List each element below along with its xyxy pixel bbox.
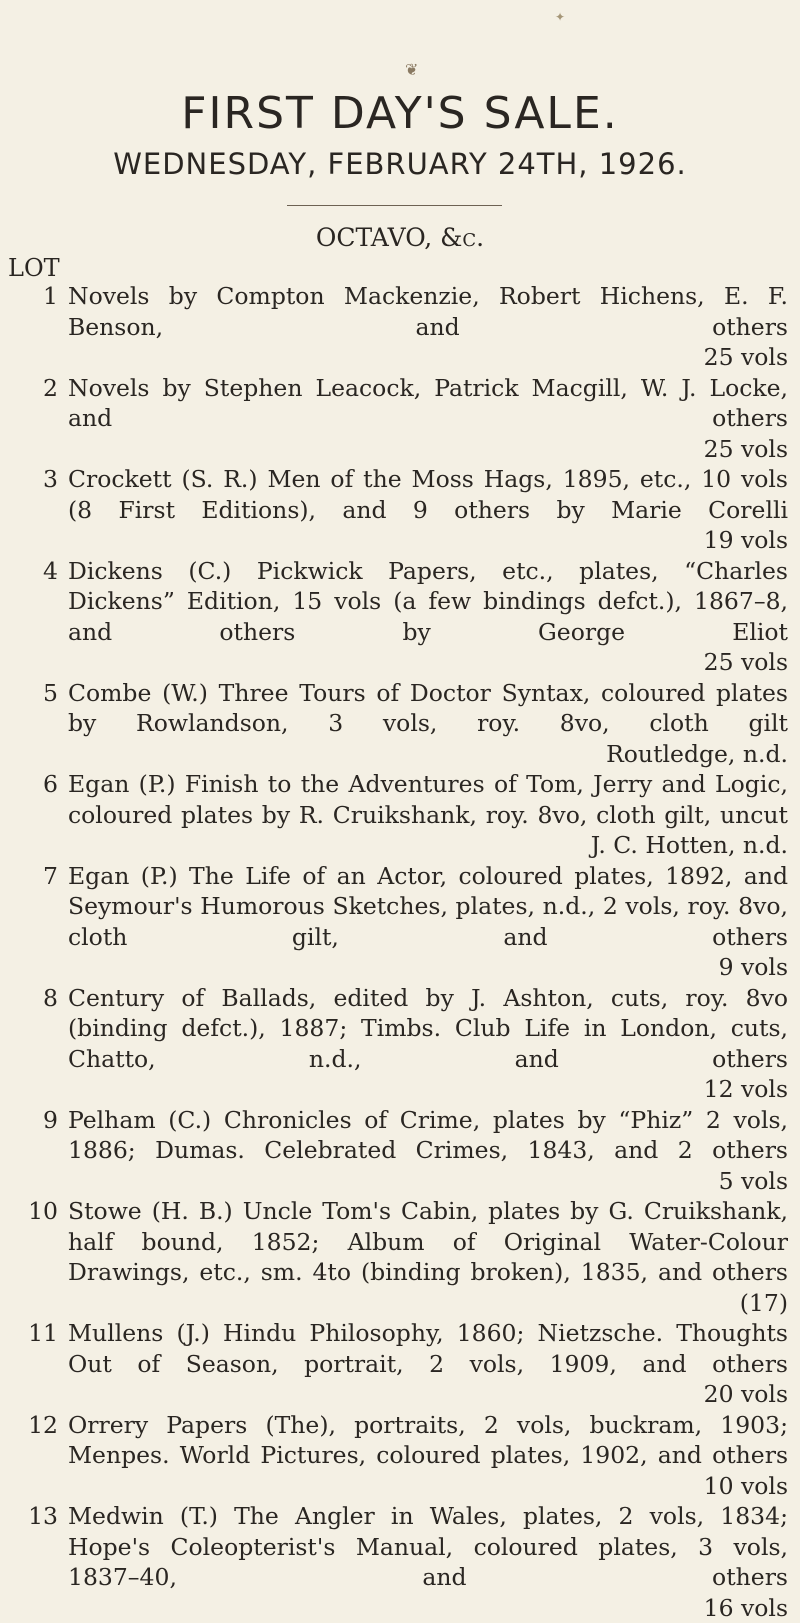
lot-volume-count: (17) <box>68 1288 788 1319</box>
section-heading: OCTAVO, &c. <box>0 223 800 252</box>
lot-description-text: Egan (P.) Finish to the Adventures of Tom, Jerry and Logic, coloured plates by R. Cruikshank, roy. 8vo, cloth gilt, uncut <box>68 770 788 829</box>
lot-description <box>68 983 788 1105</box>
lot-entry <box>0 1318 800 1410</box>
lot-volume-count: 25 vols <box>68 342 788 373</box>
lot-description-text: Egan (P.) The Life of an Actor, coloured plates, 1892, and Seymour's Humorous Sketches, plates, n.d., 2 vols, roy. 8vo, cloth gilt, and others <box>68 862 788 951</box>
lot-number: 9 <box>0 1105 58 1136</box>
lot-description <box>68 861 788 983</box>
lot-number: 4 <box>0 556 58 587</box>
lot-number: 1 <box>0 281 58 312</box>
lot-entry <box>0 1105 800 1197</box>
lot-description-text: Dickens (C.) Pickwick Papers, etc., plates, “Charles Dickens” Edition, 15 vols (a few bindings defct.), 1867–8, and others by George Eliot <box>68 557 788 646</box>
lot-description-text: Medwin (T.) The Angler in Wales, plates, 2 vols, 1834; Hope's Coleopterist's Manual, coloured plates, 3 vols, 1837–40, and others <box>68 1502 788 1591</box>
lot-entry <box>0 1196 800 1318</box>
lot-description-text: Mullens (J.) Hindu Philosophy, 1860; Nietzsche. Thoughts Out of Season, portrait, 2 vols, 1909, and others <box>68 1319 788 1378</box>
lot-description-text: Orrery Papers (The), portraits, 2 vols, buckram, 1903; Menpes. World Pictures, coloured plates, 1902, and others <box>68 1411 788 1470</box>
lot-description <box>68 1105 788 1197</box>
lot-volume-count: 25 vols <box>68 434 788 465</box>
lot-volume-count: 16 vols <box>68 1593 788 1623</box>
divider <box>287 205 502 206</box>
lot-description-text: Pelham (C.) Chronicles of Crime, plates by “Phiz” 2 vols, 1886; Dumas. Celebrated Crimes, 1843, and 2 others <box>68 1106 788 1165</box>
lot-list <box>0 281 800 1623</box>
lot-description <box>68 281 788 373</box>
lot-entry <box>0 983 800 1105</box>
page-title: FIRST DAY'S SALE. <box>0 88 800 139</box>
sale-date: WEDNESDAY, FEBRUARY 24TH, 1926. <box>0 147 800 181</box>
lot-volume-count: 9 vols <box>68 952 788 983</box>
lot-description <box>68 556 788 678</box>
lot-description <box>68 1196 788 1318</box>
lot-description <box>68 1318 788 1410</box>
lot-description-text: Crockett (S. R.) Men of the Moss Hags, 1895, etc., 10 vols (8 First Editions), and 9 others by Marie Corelli <box>68 465 788 524</box>
ink-speck-icon: ✦ <box>555 10 565 24</box>
lot-entry <box>0 556 800 678</box>
lot-number: 3 <box>0 464 58 495</box>
lot-number: 12 <box>0 1410 58 1441</box>
lot-description <box>68 373 788 465</box>
lot-description <box>68 678 788 770</box>
lot-description-text: Novels by Stephen Leacock, Patrick Macgill, W. J. Locke, and others <box>68 374 788 433</box>
lot-description <box>68 1501 788 1623</box>
lot-number: 8 <box>0 983 58 1014</box>
lot-description <box>68 464 788 556</box>
lot-entry <box>0 1410 800 1502</box>
lot-volume-count: J. C. Hotten, n.d. <box>68 830 788 861</box>
lot-description-text: Combe (W.) Three Tours of Doctor Syntax, coloured plates by Rowlandson, 3 vols, roy. 8vo, cloth gilt <box>68 679 788 738</box>
lot-number: 6 <box>0 769 58 800</box>
lot-volume-count: 5 vols <box>68 1166 788 1197</box>
lot-number: 5 <box>0 678 58 709</box>
lot-volume-count: 12 vols <box>68 1074 788 1105</box>
lot-entry <box>0 769 800 861</box>
lot-description <box>68 769 788 861</box>
lot-number: 7 <box>0 861 58 892</box>
lot-volume-count: 19 vols <box>68 525 788 556</box>
lot-entry <box>0 1501 800 1623</box>
lot-column-label: LOT <box>8 254 60 282</box>
lot-description-text: Stowe (H. B.) Uncle Tom's Cabin, plates by G. Cruikshank, half bound, 1852; Album of Original Water-Colour Drawings, etc., sm. 4to (binding broken), 1835, and others <box>68 1197 788 1286</box>
lot-volume-count: Routledge, n.d. <box>68 739 788 770</box>
lot-number: 2 <box>0 373 58 404</box>
lot-entry <box>0 281 800 373</box>
lot-description-text: Novels by Compton Mackenzie, Robert Hichens, E. F. Benson, and others <box>68 282 788 341</box>
lot-description-text: Century of Ballads, edited by J. Ashton, cuts, roy. 8vo (binding defct.), 1887; Timbs. Club Life in London, cuts, Chatto, n.d., and others <box>68 984 788 1073</box>
lot-entry <box>0 464 800 556</box>
lot-description <box>68 1410 788 1502</box>
lot-number: 10 <box>0 1196 58 1227</box>
lot-number: 11 <box>0 1318 58 1349</box>
lot-volume-count: 20 vols <box>68 1379 788 1410</box>
lot-volume-count: 25 vols <box>68 647 788 678</box>
lot-volume-count: 10 vols <box>68 1471 788 1502</box>
lot-entry <box>0 861 800 983</box>
lot-number: 13 <box>0 1501 58 1532</box>
lot-entry <box>0 678 800 770</box>
ornament-icon: ❦ <box>405 60 418 79</box>
lot-entry <box>0 373 800 465</box>
